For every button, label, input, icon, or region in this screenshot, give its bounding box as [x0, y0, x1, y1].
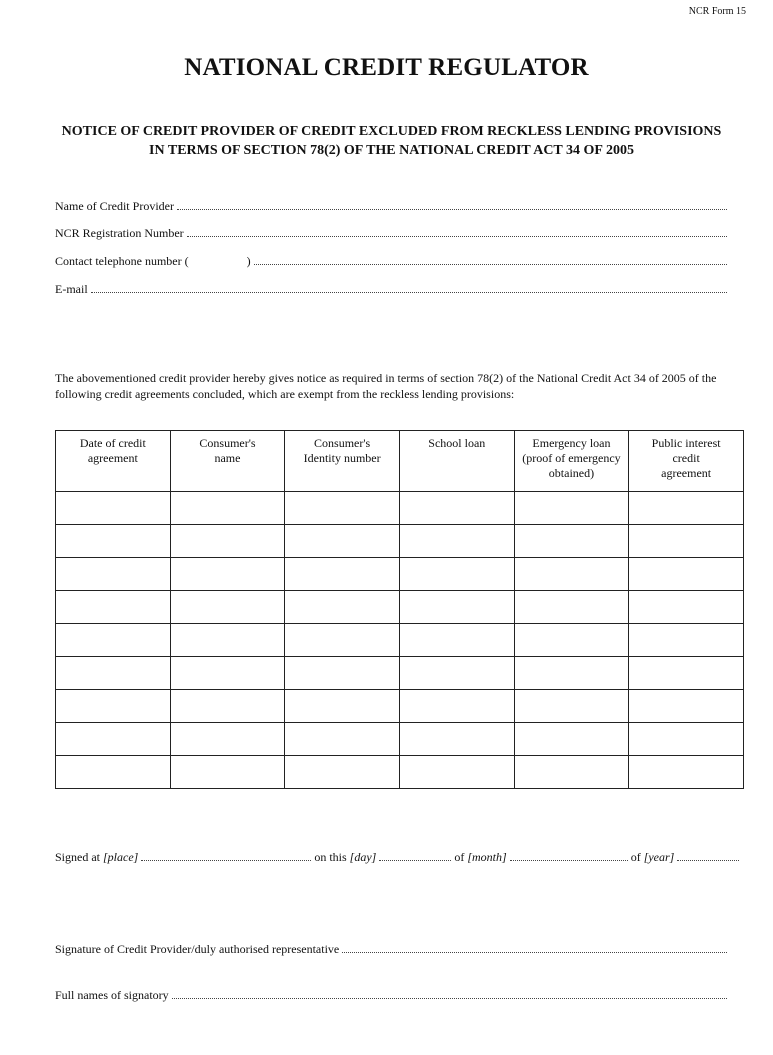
signature-line[interactable] [342, 942, 727, 953]
form-number: NCR Form 15 [688, 6, 746, 17]
full-names-field[interactable] [55, 988, 727, 1004]
credit-provider-name-label: Name of Credit Provider [55, 199, 174, 213]
table-cell[interactable] [514, 591, 629, 624]
full-names-label: Full names of signatory [55, 988, 169, 1002]
table-cell[interactable] [56, 657, 171, 690]
table-cell[interactable] [514, 756, 629, 789]
ncr-registration-field[interactable] [55, 226, 727, 242]
table-row [56, 558, 744, 591]
table-cell[interactable] [629, 690, 744, 723]
table-cell[interactable] [56, 690, 171, 723]
email-label: E-mail [55, 282, 88, 296]
table-row [56, 525, 744, 558]
year-input[interactable] [677, 850, 739, 861]
table-cell[interactable] [514, 657, 629, 690]
table-cell[interactable] [56, 624, 171, 657]
month-input[interactable] [510, 850, 628, 861]
table-cell[interactable] [56, 756, 171, 789]
table-cell[interactable] [514, 723, 629, 756]
table-cell[interactable] [399, 591, 514, 624]
table-cell[interactable] [514, 558, 629, 591]
table-cell[interactable] [56, 591, 171, 624]
table-cell[interactable] [170, 657, 285, 690]
table-cell[interactable] [629, 525, 744, 558]
email-line[interactable] [91, 282, 727, 293]
ncr-registration-label: NCR Registration Number [55, 226, 184, 240]
header-public-interest: Public interest credit agreement [629, 431, 744, 492]
table-cell[interactable] [170, 756, 285, 789]
table-row [56, 657, 744, 690]
table-cell[interactable] [170, 558, 285, 591]
table-cell[interactable] [629, 558, 744, 591]
table-cell[interactable] [514, 690, 629, 723]
signed-at-label: Signed at [55, 850, 100, 864]
table-cell[interactable] [285, 492, 400, 525]
table-cell[interactable] [514, 624, 629, 657]
table-cell[interactable] [56, 525, 171, 558]
header-date: Date of credit agreement [56, 431, 171, 492]
place-input[interactable] [141, 850, 311, 861]
credit-provider-name-field[interactable] [55, 199, 727, 215]
table-cell[interactable] [629, 624, 744, 657]
month-label: [month] [467, 850, 507, 864]
day-input[interactable] [379, 850, 451, 861]
table-cell[interactable] [399, 624, 514, 657]
table-cell[interactable] [629, 492, 744, 525]
place-label: [place] [103, 850, 139, 864]
table-cell[interactable] [629, 657, 744, 690]
area-code-close: ) [246, 254, 251, 268]
table-cell[interactable] [170, 591, 285, 624]
table-cell[interactable] [285, 657, 400, 690]
credit-provider-name-line[interactable] [177, 199, 727, 210]
notice-paragraph: The abovementioned credit provider hereby gives notice as required in terms of section 78(2) of the National Credit Act 34 of 2005 of the following credit agreements concluded, which are exempt from the reckless lending provisions: [55, 371, 717, 401]
header-identity-number: Consumer's Identity number [285, 431, 400, 492]
credit-agreements-table [55, 430, 744, 789]
table-cell[interactable] [285, 591, 400, 624]
contact-telephone-label: Contact telephone number ( [55, 254, 189, 268]
table-cell[interactable] [285, 690, 400, 723]
signature-label: Signature of Credit Provider/duly authorised representative [55, 942, 340, 956]
on-this-label: on this [314, 850, 347, 864]
table-row [56, 591, 744, 624]
table-cell[interactable] [285, 756, 400, 789]
table-cell[interactable] [56, 492, 171, 525]
table-cell[interactable] [170, 690, 285, 723]
table-cell[interactable] [629, 591, 744, 624]
table-row [56, 756, 744, 789]
subtitle-line-2: IN TERMS OF SECTION 78(2) OF THE NATIONAL CREDIT ACT 34 OF 2005 [149, 143, 634, 158]
table-cell[interactable] [285, 558, 400, 591]
table-row [56, 492, 744, 525]
table-cell[interactable] [514, 525, 629, 558]
table-cell[interactable] [399, 756, 514, 789]
header-school-loan: School loan [399, 431, 514, 492]
subtitle-line-1: NOTICE OF CREDIT PROVIDER OF CREDIT EXCLUDED FROM RECKLESS LENDING PROVISIONS [61, 124, 722, 139]
email-field[interactable] [55, 282, 727, 298]
table-cell[interactable] [285, 723, 400, 756]
page-subtitle [20, 122, 763, 160]
table-cell[interactable] [629, 723, 744, 756]
table-cell[interactable] [399, 492, 514, 525]
table-row [56, 690, 744, 723]
header-emergency-loan: Emergency loan (proof of emergency obtained) [514, 431, 629, 492]
year-label: [year] [643, 850, 675, 864]
of-month-label: of [454, 850, 465, 864]
table-cell[interactable] [514, 492, 629, 525]
table-cell[interactable] [285, 525, 400, 558]
page-title: NATIONAL CREDIT REGULATOR [184, 54, 589, 81]
table-row [56, 624, 744, 657]
signing-line [55, 850, 742, 866]
table-cell[interactable] [399, 690, 514, 723]
full-names-line[interactable] [172, 988, 727, 999]
contact-telephone-field[interactable] [55, 254, 727, 270]
of-year-label: of [630, 850, 641, 864]
table-cell[interactable] [170, 492, 285, 525]
table-cell[interactable] [170, 624, 285, 657]
table-cell[interactable] [285, 624, 400, 657]
header-consumer-name: Consumer's name [170, 431, 285, 492]
table-cell[interactable] [399, 723, 514, 756]
table-cell[interactable] [399, 657, 514, 690]
contact-telephone-line[interactable] [254, 254, 727, 265]
table-cell[interactable] [399, 558, 514, 591]
table-cell[interactable] [56, 723, 171, 756]
table-cell[interactable] [170, 723, 285, 756]
table-cell[interactable] [399, 525, 514, 558]
table-header-row [56, 431, 744, 492]
ncr-registration-line[interactable] [187, 226, 727, 237]
table-cell[interactable] [170, 525, 285, 558]
signature-field[interactable] [55, 942, 727, 958]
table-cell[interactable] [56, 558, 171, 591]
day-label: [day] [349, 850, 377, 864]
table-cell[interactable] [629, 756, 744, 789]
table-row [56, 723, 744, 756]
